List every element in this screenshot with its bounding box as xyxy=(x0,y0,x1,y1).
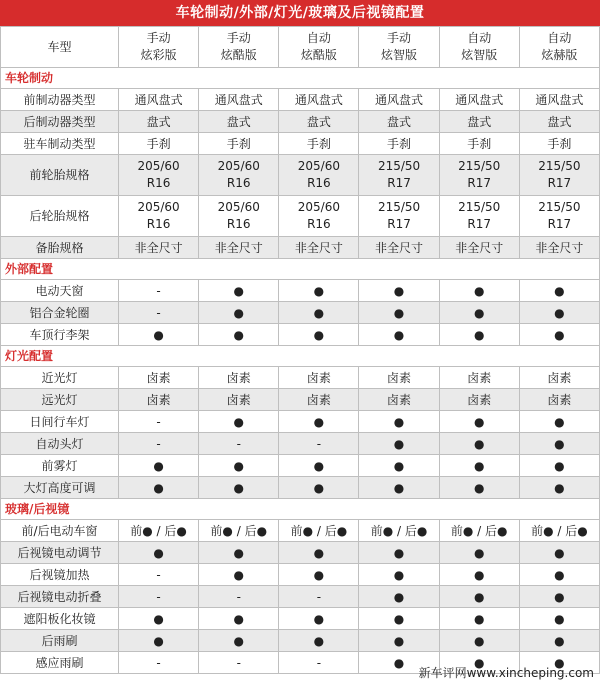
row-label: 备胎规格 xyxy=(1,237,119,259)
table-cell: 非全尺寸 xyxy=(439,237,519,259)
table-cell: ● xyxy=(439,280,519,302)
table-cell: 215/50 R17 xyxy=(519,196,599,237)
table-cell: ● xyxy=(519,302,599,324)
table-row xyxy=(1,133,600,155)
table-cell: 盘式 xyxy=(279,111,359,133)
table-cell: 前● / 后● xyxy=(119,520,199,542)
table-cell: ● xyxy=(439,433,519,455)
table-cell: - xyxy=(119,586,199,608)
model-header-2: 手动 炫酷版 xyxy=(199,27,279,68)
table-cell: ● xyxy=(279,542,359,564)
table-cell: ● xyxy=(199,302,279,324)
row-label: 前制动器类型 xyxy=(1,89,119,111)
table-cell: 前● / 后● xyxy=(519,520,599,542)
row-label: 自动头灯 xyxy=(1,433,119,455)
model-header-5: 自动 炫智版 xyxy=(439,27,519,68)
table-cell: - xyxy=(199,586,279,608)
table-cell: 卤素 xyxy=(199,367,279,389)
config-table xyxy=(0,26,600,674)
table-cell: ● xyxy=(519,652,599,674)
table-cell: ● xyxy=(279,477,359,499)
table-cell: - xyxy=(199,652,279,674)
row-label: 后视镜电动调节 xyxy=(1,542,119,564)
row-label: 后视镜加热 xyxy=(1,564,119,586)
table-cell: ● xyxy=(279,608,359,630)
table-cell: 非全尺寸 xyxy=(359,237,439,259)
table-cell: 手刹 xyxy=(119,133,199,155)
row-label: 感应雨刷 xyxy=(1,652,119,674)
table-cell: ● xyxy=(519,411,599,433)
table-cell: ● xyxy=(519,564,599,586)
table-row xyxy=(1,542,600,564)
table-cell: - xyxy=(279,652,359,674)
row-label: 铝合金轮圈 xyxy=(1,302,119,324)
table-cell: ● xyxy=(359,652,439,674)
table-cell: 非全尺寸 xyxy=(119,237,199,259)
table-cell: 通风盘式 xyxy=(199,89,279,111)
table-cell: 盘式 xyxy=(359,111,439,133)
table-cell: ● xyxy=(359,324,439,346)
table-cell: ● xyxy=(119,324,199,346)
table-cell: ● xyxy=(439,411,519,433)
table-row xyxy=(1,411,600,433)
model-header-6: 自动 炫赫版 xyxy=(519,27,599,68)
table-row xyxy=(1,302,600,324)
row-label: 大灯高度可调 xyxy=(1,477,119,499)
table-cell: 215/50 R17 xyxy=(359,196,439,237)
table-cell: ● xyxy=(279,630,359,652)
table-row xyxy=(1,367,600,389)
row-label: 日间行车灯 xyxy=(1,411,119,433)
table-cell: ● xyxy=(359,586,439,608)
table-cell: ● xyxy=(439,302,519,324)
row-label: 后视镜电动折叠 xyxy=(1,586,119,608)
table-cell: 卤素 xyxy=(119,367,199,389)
table-cell: 卤素 xyxy=(519,389,599,411)
table-cell: ● xyxy=(439,608,519,630)
table-cell: ● xyxy=(199,630,279,652)
header-row xyxy=(1,27,600,68)
row-label: 远光灯 xyxy=(1,389,119,411)
watermark-footer: 新车评网www.xincheping.com xyxy=(418,666,594,680)
table-cell: ● xyxy=(519,280,599,302)
table-row xyxy=(1,389,600,411)
table-cell: ● xyxy=(199,477,279,499)
table-cell: 手刹 xyxy=(359,133,439,155)
table-row xyxy=(1,477,600,499)
table-cell: 卤素 xyxy=(439,389,519,411)
table-cell: 卤素 xyxy=(279,389,359,411)
model-header-3: 自动 炫酷版 xyxy=(279,27,359,68)
table-cell: ● xyxy=(519,433,599,455)
header-label: 车型 xyxy=(1,27,119,68)
table-cell: ● xyxy=(359,280,439,302)
table-cell: - xyxy=(119,652,199,674)
table-cell: ● xyxy=(279,564,359,586)
table-cell: 非全尺寸 xyxy=(279,237,359,259)
table-cell: 盘式 xyxy=(439,111,519,133)
table-cell: ● xyxy=(199,542,279,564)
table-cell: 通风盘式 xyxy=(519,89,599,111)
table-cell: ● xyxy=(519,324,599,346)
table-cell: ● xyxy=(519,586,599,608)
table-cell: 盘式 xyxy=(119,111,199,133)
table-cell: ● xyxy=(199,608,279,630)
table-row xyxy=(1,196,600,237)
table-cell: ● xyxy=(519,608,599,630)
table-cell: 前● / 后● xyxy=(199,520,279,542)
table-cell: ● xyxy=(119,542,199,564)
table-cell: ● xyxy=(439,586,519,608)
table-row xyxy=(1,280,600,302)
table-cell: - xyxy=(119,564,199,586)
row-label: 车顶行李架 xyxy=(1,324,119,346)
table-cell: 手刹 xyxy=(439,133,519,155)
table-cell: 215/50 R17 xyxy=(359,155,439,196)
table-cell: ● xyxy=(279,302,359,324)
table-cell: ● xyxy=(119,455,199,477)
section-title: 玻璃/后视镜 xyxy=(1,499,600,520)
table-cell: 前● / 后● xyxy=(279,520,359,542)
table-cell: ● xyxy=(519,477,599,499)
table-cell: ● xyxy=(439,324,519,346)
table-row xyxy=(1,155,600,196)
row-label: 后制动器类型 xyxy=(1,111,119,133)
table-cell: ● xyxy=(119,608,199,630)
table-cell: - xyxy=(279,433,359,455)
table-cell: ● xyxy=(439,564,519,586)
table-cell: ● xyxy=(279,411,359,433)
table-cell: 卤素 xyxy=(439,367,519,389)
row-label: 近光灯 xyxy=(1,367,119,389)
table-row xyxy=(1,237,600,259)
row-label: 电动天窗 xyxy=(1,280,119,302)
table-cell: ● xyxy=(359,608,439,630)
table-cell: ● xyxy=(279,324,359,346)
row-label: 前/后电动车窗 xyxy=(1,520,119,542)
table-cell: ● xyxy=(439,652,519,674)
table-row xyxy=(1,455,600,477)
table-cell: 205/60 R16 xyxy=(119,196,199,237)
table-cell: ● xyxy=(359,411,439,433)
table-cell: 卤素 xyxy=(519,367,599,389)
row-label: 前雾灯 xyxy=(1,455,119,477)
table-row xyxy=(1,586,600,608)
table-cell: ● xyxy=(199,564,279,586)
table-cell: ● xyxy=(199,280,279,302)
table-cell: - xyxy=(119,411,199,433)
table-cell: ● xyxy=(519,455,599,477)
table-cell: - xyxy=(199,433,279,455)
table-cell: 215/50 R17 xyxy=(439,196,519,237)
table-row xyxy=(1,564,600,586)
table-row xyxy=(1,630,600,652)
table-cell: 215/50 R17 xyxy=(439,155,519,196)
table-cell: ● xyxy=(359,302,439,324)
table-cell: - xyxy=(279,586,359,608)
table-cell: 通风盘式 xyxy=(439,89,519,111)
table-cell: 205/60 R16 xyxy=(199,196,279,237)
table-cell: 通风盘式 xyxy=(279,89,359,111)
table-cell: ● xyxy=(359,477,439,499)
table-cell: - xyxy=(119,433,199,455)
table-cell: ● xyxy=(519,630,599,652)
table-row xyxy=(1,520,600,542)
table-cell: ● xyxy=(279,280,359,302)
table-title: 车轮制动/外部/灯光/玻璃及后视镜配置 xyxy=(0,0,600,26)
table-cell: 通风盘式 xyxy=(359,89,439,111)
table-cell: 卤素 xyxy=(279,367,359,389)
table-cell: 215/50 R17 xyxy=(519,155,599,196)
table-cell: 205/60 R16 xyxy=(119,155,199,196)
row-label: 后雨刷 xyxy=(1,630,119,652)
table-cell: 卤素 xyxy=(199,389,279,411)
section-title: 外部配置 xyxy=(1,259,600,280)
row-label: 驻车制动类型 xyxy=(1,133,119,155)
table-cell: 卤素 xyxy=(119,389,199,411)
section-title: 灯光配置 xyxy=(1,346,600,367)
row-label: 后轮胎规格 xyxy=(1,196,119,237)
table-cell: 手刹 xyxy=(199,133,279,155)
table-cell: ● xyxy=(359,564,439,586)
table-cell: ● xyxy=(439,477,519,499)
section-row xyxy=(1,68,600,89)
table-cell: ● xyxy=(199,411,279,433)
table-cell: - xyxy=(119,280,199,302)
table-cell: 205/60 R16 xyxy=(199,155,279,196)
table-cell: ● xyxy=(119,477,199,499)
model-header-1: 手动 炫彩版 xyxy=(119,27,199,68)
table-cell: ● xyxy=(199,324,279,346)
table-row xyxy=(1,608,600,630)
table-cell: 盘式 xyxy=(199,111,279,133)
table-row xyxy=(1,324,600,346)
table-cell: 205/60 R16 xyxy=(279,155,359,196)
table-cell: 非全尺寸 xyxy=(199,237,279,259)
table-cell: 盘式 xyxy=(519,111,599,133)
table-cell: - xyxy=(119,302,199,324)
model-header-4: 手动 炫智版 xyxy=(359,27,439,68)
table-cell: 卤素 xyxy=(359,367,439,389)
section-row xyxy=(1,499,600,520)
table-cell: ● xyxy=(439,542,519,564)
table-cell: ● xyxy=(439,455,519,477)
row-label: 遮阳板化妆镜 xyxy=(1,608,119,630)
table-cell: 非全尺寸 xyxy=(519,237,599,259)
table-cell: ● xyxy=(359,542,439,564)
table-row xyxy=(1,89,600,111)
table-cell: ● xyxy=(359,630,439,652)
table-cell: 前● / 后● xyxy=(359,520,439,542)
table-row xyxy=(1,433,600,455)
table-cell: ● xyxy=(519,542,599,564)
table-cell: ● xyxy=(119,630,199,652)
table-cell: ● xyxy=(279,455,359,477)
table-cell: 205/60 R16 xyxy=(279,196,359,237)
row-label: 前轮胎规格 xyxy=(1,155,119,196)
table-cell: ● xyxy=(359,455,439,477)
section-row xyxy=(1,259,600,280)
table-cell: ● xyxy=(359,433,439,455)
section-row xyxy=(1,346,600,367)
table-cell: 通风盘式 xyxy=(119,89,199,111)
table-cell: ● xyxy=(439,630,519,652)
section-title: 车轮制动 xyxy=(1,68,600,89)
table-cell: 手刹 xyxy=(519,133,599,155)
table-cell: ● xyxy=(199,455,279,477)
table-cell: 卤素 xyxy=(359,389,439,411)
table-cell: 手刹 xyxy=(279,133,359,155)
table-row xyxy=(1,111,600,133)
table-cell: 前● / 后● xyxy=(439,520,519,542)
